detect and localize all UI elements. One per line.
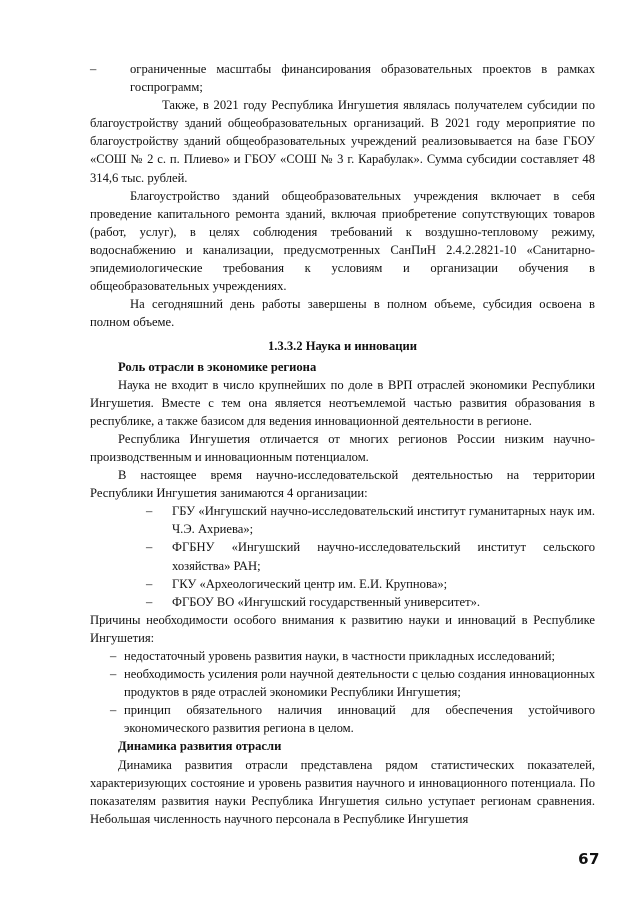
list-dash: –: [110, 649, 117, 663]
paragraph-improvement: Благоустройство зданий общеобразовательных учреждения включает в себя проведение капитального ремонта зданий, включая приобретение сопутствующих товаров (работ, услуг), в целях соблюдения требований к воздушно-тепловому режиму, водоснабжению и канализации, предусмотренных СанПиН 2.4.2.2821-10 «Санитарно-эпидемиологические требования к условиям и организации обучения в общеобразовательных учреждениях.: [90, 188, 595, 294]
list-item-text: принцип обязательного наличия инноваций для обеспечения устойчивого экономического развития региона в целом.: [124, 703, 595, 736]
list-item: [146, 575, 595, 593]
paragraph-reasons: Причины необходимости особого внимания к развитию науки и инноваций в Республике Ингушетия:: [90, 612, 595, 645]
list-dash: –: [146, 540, 153, 555]
list-dash: –: [110, 667, 117, 682]
list-item-text: необходимость усиления роли научной деятельности с целью создания инновационных продуктов в ряде отраслей экономики Республики Ингушетия;: [124, 667, 595, 700]
subheading-dynamics: Динамика развития отрасли: [118, 739, 282, 754]
paragraph-role-2: Республика Ингушетия отличается от многих регионов России низким научно-производственным и инновационным потенциалом.: [90, 431, 595, 464]
list-item: [146, 538, 595, 574]
list-item-text: ограниченные масштабы финансирования образовательных проектов в рамках госпрограмм;: [130, 62, 595, 95]
paragraph-role-3: В настоящее время научно-исследовательской деятельностью на территории Республики Ингушетия занимаются 4 организации:: [90, 468, 595, 501]
list-dash: –: [146, 504, 153, 519]
section-heading: 1.3.3.2 Наука и инновации: [267, 339, 418, 354]
list-item-text: ГКУ «Археологический центр им. Е.И. Крупнова»;: [172, 576, 448, 591]
document-page: [90, 60, 595, 828]
list-dash: –: [146, 576, 153, 591]
list-dash: –: [146, 594, 153, 609]
paragraph-dynamics: Динамика развития отрасли представлена рядом статистических показателей, характеризующих состояние и уровень развития научного и инновационного потенциала. По показателям развития науки Республика Ингушетия сильно уступает регионам сравнения. Небольшая численность научного персонала в Республике Ингушетия: [90, 757, 595, 826]
page-number: 67: [578, 850, 600, 868]
list-item-text: ГБУ «Ингушский научно-исследовательский институт гуманитарных наук им. Ч.Э. Ахриева»;: [172, 504, 595, 537]
paragraph-role-1: Наука не входит в число крупнейших по доле в ВРП отраслей экономики Республики Ингушетия. Вместе с тем она является неотъемлемой частью развития образования в республике, а также базисом для ведения инновационной деятельности в регионе.: [90, 377, 595, 428]
paragraph-completed: На сегодняшний день работы завершены в полном объеме, субсидия освоена в полном объеме.: [90, 297, 595, 330]
list-dash: –: [90, 62, 97, 76]
list-item: [110, 701, 595, 737]
list-item: [110, 647, 595, 665]
subheading-role: Роль отрасли в экономике региона: [118, 359, 317, 374]
list-item: [146, 593, 595, 611]
list-item-text: ФГБНУ «Ингушский научно-исследовательский институт сельского хозяйства» РАН;: [172, 540, 595, 573]
list-item: [110, 665, 595, 701]
list-item-text: недостаточный уровень развития науки, в частности прикладных исследований;: [124, 649, 555, 663]
list-item: [146, 502, 595, 538]
organizations-list: [90, 502, 595, 611]
list-dash: –: [110, 703, 117, 718]
reasons-list: [90, 647, 595, 737]
list-item-text: ФГБОУ ВО «Ингушский государственный университет».: [172, 594, 481, 609]
list-item: [38, 60, 595, 96]
paragraph-subsidy: Также, в 2021 году Республика Ингушетия являлась получателем субсидии по благоустройству зданий общеобразовательных организаций. В 2021 году мероприятие по благоустройству зданий общеобразовательных учреждений реализовывается на базе ГБОУ «СОШ № 2 с. п. Плиево» и ГБОУ «СОШ № 3 г. Карабулак». Сумма субсидии составляет 48 314,6 тыс. рублей.: [90, 98, 595, 185]
